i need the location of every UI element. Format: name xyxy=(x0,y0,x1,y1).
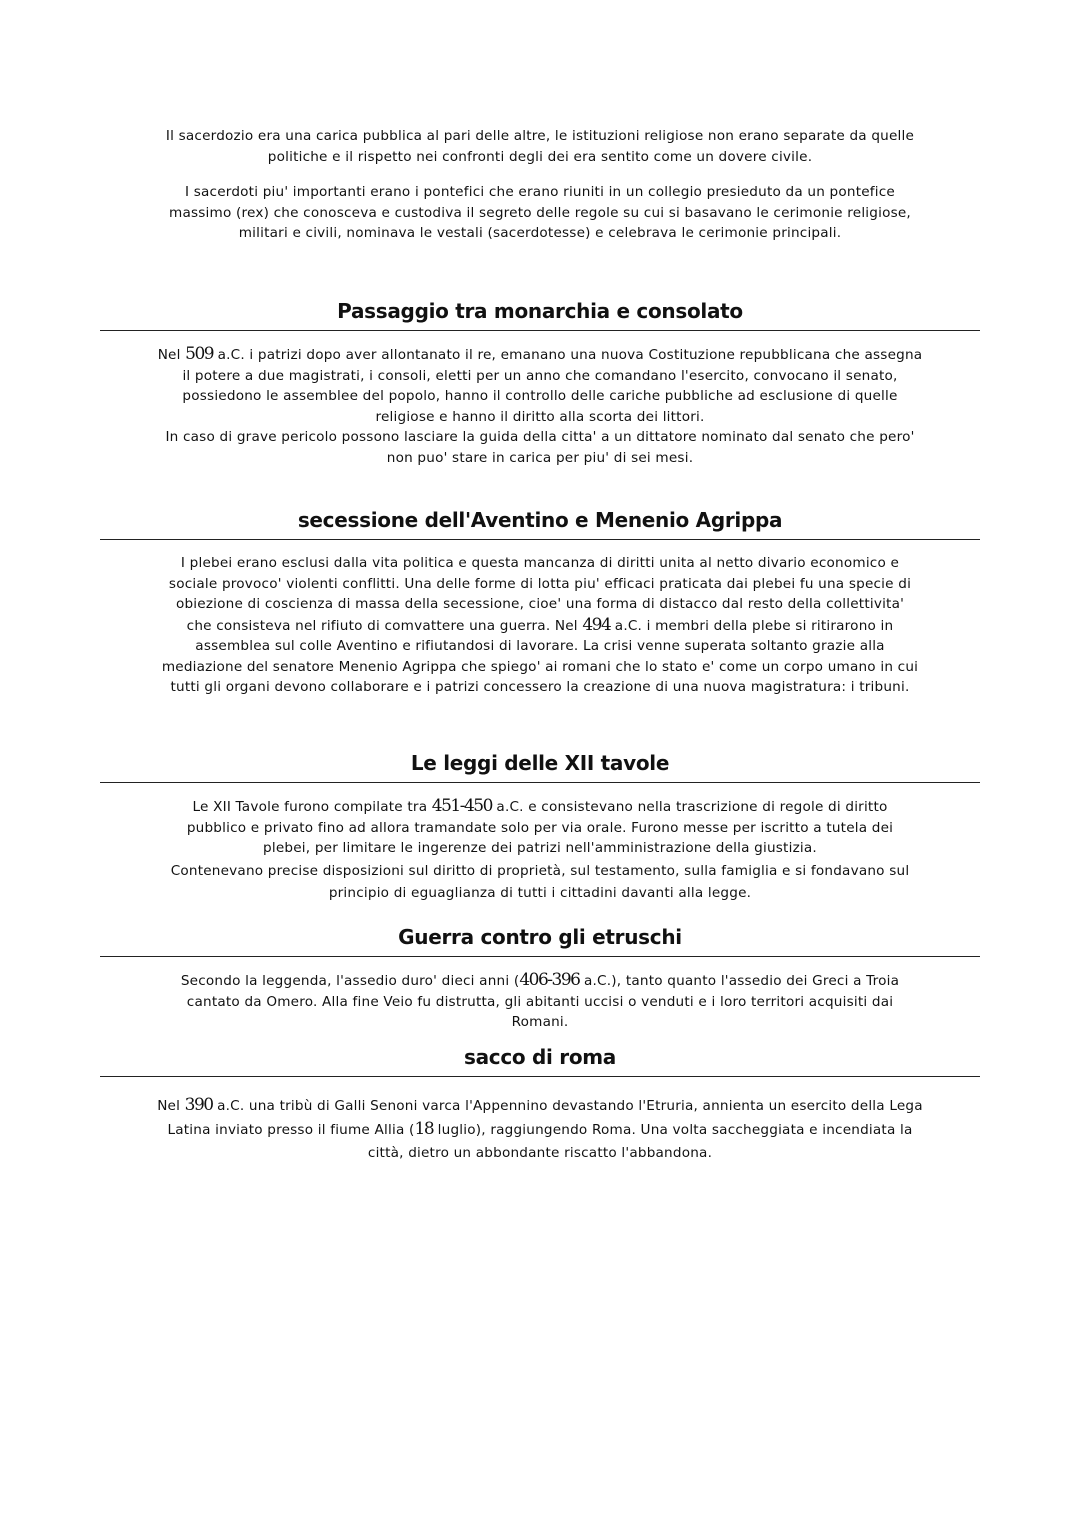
text-line: obiezione di coscienza di massa della secessione, cioe' una forma di distacco dal resto della collettivita' xyxy=(175,596,905,612)
text-line: religiose e hanno il diritto alla scorta dei littori. xyxy=(375,408,705,425)
text-line: politiche e il rispetto nei confronti degli dei era sentito come un dovere civile. xyxy=(267,148,813,165)
text-line: il potere a due magistrati, i consoli, eletti per un anno che comandano l'esercito, convocano il senato, xyxy=(182,367,898,384)
text-line: Latina inviato presso il fiume Allia (18 luglio), raggiungendo Roma. Una volta saccheggiata e incendiata la xyxy=(167,1119,913,1139)
section-divider xyxy=(100,956,980,957)
text-line: massimo (rex) che conosceva e custodiva il segreto delle regole su cui si basavano le cerimonie religiose, xyxy=(169,204,911,221)
text-line: I plebei erano esclusi dalla vita politica e questa mancanza di diritti unita al netto divario economico e xyxy=(180,555,900,571)
section-divider xyxy=(100,330,980,331)
section-divider xyxy=(100,1076,980,1077)
year-label: 390 xyxy=(184,1095,213,1115)
text-line: Le XII Tavole furono compilate tra 451-450 a.C. e consistevano nella trascrizione di regole di diritto xyxy=(192,796,888,816)
year-label: 451-450 xyxy=(431,796,492,816)
section-body-secessione xyxy=(100,553,980,698)
section-title-secessione: secessione dell'Aventino e Menenio Agrippa xyxy=(297,508,783,532)
year-label: 494 xyxy=(582,614,611,635)
intro-paragraph-2 xyxy=(100,182,980,244)
section-title-etruschi: Guerra contro gli etruschi xyxy=(398,925,682,949)
text-line: Nel 509 a.C. i patrizi dopo aver allontanato il re, emanano una nuova Costituzione repubblicana che assegna xyxy=(157,344,923,364)
text-line: militari e civili, nominava le vestali (sacerdotesse) e celebrava le cerimonie principali. xyxy=(238,225,842,241)
text-line: tutti gli organi devono collaborare e i patrizi concessero la creazione di una nuova magistratura: i tribuni. xyxy=(170,679,910,695)
text-line: pubblico e privato fino ad allora tramandate solo per via orale. Furono messe per iscritto a tutela dei xyxy=(186,819,894,836)
text-line: I sacerdoti piu' importanti erano i pontefici che erano riuniti in un collegio presieduto da un pontefice xyxy=(185,184,895,200)
text-line: plebei, per limitare le ingerenze dei patrizi nell'amministrazione della giustizia. xyxy=(263,840,817,856)
text-line: In caso di grave pericolo possono lasciare la guida della citta' a un dittatore nominato dal senato che pero' xyxy=(165,429,915,445)
text-line: assemblea sul colle Aventino e rifiutandosi di lavorare. La crisi venne superata soltanto grazie alla xyxy=(195,638,885,654)
section-title-tavole: Le leggi delle XII tavole xyxy=(410,751,670,775)
text-line: sociale provoco' violenti conflitti. Una delle forme di lotta piu' efficaci praticata dai plebei fu una specie di xyxy=(168,575,912,592)
section-body-tavole xyxy=(100,796,980,904)
section-title-monarchia: Passaggio tra monarchia e consolato xyxy=(337,299,743,323)
text-line: città, dietro un abbondante riscatto l'abbandona. xyxy=(367,1145,713,1161)
section-body-etruschi xyxy=(100,970,980,1033)
intro-paragraph-1 xyxy=(100,126,980,167)
section-body-monarchia xyxy=(100,344,980,468)
text-line: Romani. xyxy=(511,1014,569,1030)
section-body-sacco xyxy=(100,1094,980,1165)
day-label: 18 xyxy=(414,1119,434,1139)
text-line: possiedono le assemblee del popolo, hanno il controllo delle cariche pubbliche ad esclusione di quelle xyxy=(182,388,898,404)
text-line: principio di eguaglianza di tutti i cittadini davanti alla legge. xyxy=(328,885,752,901)
text-line: che consisteva nel rifiuto di comvattere una guerra. Nel 494 a.C. i membri della plebe si ritirarono in xyxy=(186,614,894,635)
section-divider xyxy=(100,539,980,540)
text-line: mediazione del senatore Menenio Agrippa che spiego' ai romani che lo stato e' come un corpo umano in cui xyxy=(161,658,919,675)
year-label: 509 xyxy=(185,344,214,364)
section-title-sacco: sacco di roma xyxy=(464,1045,616,1069)
text-line: Il sacerdozio era una carica pubblica al pari delle altre, le istituzioni religiose non erano separate da quelle xyxy=(165,128,915,144)
text-line: cantato da Omero. Alla fine Veio fu distrutta, gli abitanti uccisi o venduti e i loro territori acquisiti dai xyxy=(186,993,894,1010)
text-line: Nel 390 a.C. una tribù di Galli Senoni varca l'Appennino devastando l'Etruria, annienta un esercito della Lega xyxy=(157,1095,923,1115)
section-divider xyxy=(100,782,980,783)
text-line: Contenevano precise disposizioni sul diritto di proprietà, sul testamento, sulla famiglia e si fondavano sul xyxy=(170,862,910,879)
text-line: non puo' stare in carica per piu' di sei mesi. xyxy=(386,449,694,466)
text-line: Secondo la leggenda, l'assedio duro' dieci anni (406-396 a.C.), tanto quanto l'assedio dei Greci a Troia xyxy=(180,970,900,990)
year-label: 406-396 xyxy=(519,970,580,990)
